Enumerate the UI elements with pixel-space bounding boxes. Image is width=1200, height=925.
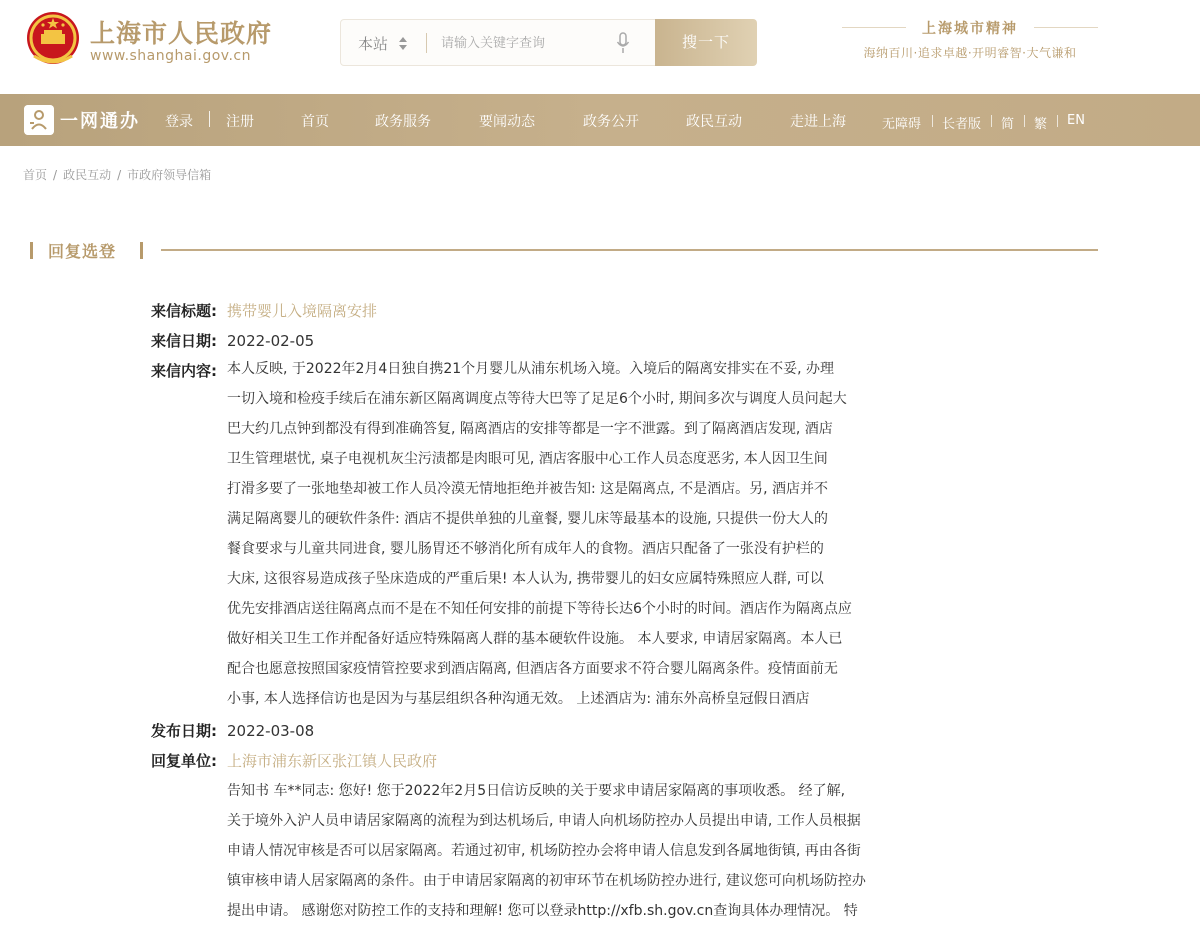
reply-content-line: 告知书 车**同志: 您好! 您于2022年2月5日信访反映的关于要求申请居家隔离的事项收悉。 经了解,	[227, 783, 846, 799]
traditional-chinese-link[interactable]: 繁	[1034, 117, 1048, 132]
nav-item-interaction[interactable]: 政民互动	[686, 114, 742, 130]
breadcrumb-separator: /	[117, 168, 122, 182]
letter-content-line: 配合也愿意按照国家疫情管控要求到酒店隔离, 但酒店各方面要求不符合婴儿隔离条件。疫情面前无	[227, 661, 838, 677]
letter-date-label: 来信日期:	[151, 332, 217, 350]
nav-item-news[interactable]: 要闻动态	[479, 114, 535, 130]
search-box	[340, 19, 656, 66]
letter-content-line: 做好相关卫生工作并配备好适应特殊隔离人群的基本硬软件设施。 本人要求, 申请居家隔离。本人已	[227, 631, 843, 647]
reply-content-body	[227, 776, 927, 925]
microphone-icon[interactable]	[615, 31, 631, 55]
tool-separator	[1057, 115, 1058, 127]
letter-content-line: 小事, 本人选择信访也是因为与基层组织各种沟通无效。 上述酒店为: 浦东外高桥皇冠假日酒店	[227, 691, 810, 707]
breadcrumb-interaction[interactable]: 政民互动	[63, 168, 112, 182]
letter-title-value: 携带婴儿入境隔离安排	[227, 302, 378, 320]
city-spirit-title	[842, 18, 1098, 38]
reply-content-line: 提出申请。 感谢您对防控工作的支持和理解! 您可以登录http://xfb.sh.gov.cn查询具体办理情况。 特	[227, 903, 858, 919]
reply-unit-label: 回复单位:	[151, 752, 217, 770]
nav-item-home[interactable]: 首页	[301, 114, 329, 130]
letter-content-line: 餐食要求与儿童共同进食, 婴儿肠胃还不够消化所有成年人的食物。酒店只配备了一张没有护栏的	[227, 541, 824, 557]
updown-arrow-icon[interactable]	[398, 32, 408, 54]
site-header	[0, 0, 1200, 94]
tool-separator	[1024, 115, 1025, 127]
search-button[interactable]: 搜一下	[655, 19, 757, 66]
nav-item-gov-open[interactable]: 政务公开	[583, 114, 639, 130]
site-name[interactable]: 上海市人民政府	[90, 19, 273, 48]
tool-separator	[991, 115, 992, 127]
letter-content-line: 满足隔离婴儿的硬软件条件: 酒店不提供单独的儿童餐, 婴儿床等最基本的设施, 只提供一份大人的	[227, 511, 828, 527]
letter-content-line: 打滑多要了一张地垫却被工作人员冷漠无情地拒绝并被告知: 这是隔离点, 不是酒店。另, 酒店并不	[227, 481, 828, 497]
letter-title-label: 来信标题:	[151, 302, 217, 320]
nav-item-gov-services[interactable]: 政务服务	[375, 114, 431, 130]
breadcrumb-separator: /	[53, 168, 58, 182]
letter-content-line: 卫生管理堪忧, 桌子电视机灰尘污渍都是肉眼可见, 酒店客服中心工作人员态度恶劣, 本人因卫生间	[227, 451, 828, 467]
letter-content-line: 优先安排酒店送往隔离点而不是在不知任何安排的前提下等待长达6个小时的时间。酒店作为隔离点应	[227, 601, 852, 617]
letter-content-label: 来信内容:	[151, 362, 217, 380]
letter-content-line: 大床, 这很容易造成孩子坠床造成的严重后果! 本人认为, 携带婴儿的妇女应属特殊照应人群, 可以	[227, 571, 824, 587]
spirit-line-right	[1034, 27, 1098, 28]
simplified-chinese-link[interactable]: 简	[1001, 117, 1015, 132]
tool-separator	[932, 115, 933, 127]
letter-date-value: 2022-02-05	[227, 332, 315, 350]
letter-content-body	[227, 354, 927, 714]
section-bar-right	[140, 242, 143, 259]
register-link[interactable]: 注册	[226, 114, 254, 130]
reply-content-line: 申请人情况审核是否可以居家隔离。若通过初审, 机场防控办会将申请人信息发到各属地街镇, 再由各街	[227, 843, 861, 859]
breadcrumb	[23, 166, 211, 183]
publish-date-value: 2022-03-08	[227, 722, 315, 740]
section-bar-left	[30, 242, 33, 259]
spirit-line-left	[842, 27, 906, 28]
search-scope-select[interactable]: 本站	[358, 35, 389, 53]
search-divider	[426, 33, 427, 53]
letter-content-line: 一切入境和检疫手续后在浦东新区隔离调度点等待大巴等了足足6个小时, 期间多次与调度人员问起大	[227, 391, 847, 407]
accessibility-link[interactable]: 无障碍	[882, 117, 922, 132]
section-divider-line	[161, 249, 1098, 251]
search-input[interactable]	[441, 32, 601, 54]
letter-content-line: 巴大约几点钟到都没有得到准确答复, 隔离酒店的安排等都是一字不泄露。到了隔离酒店发现, 酒店	[227, 421, 833, 437]
spirit-title-text: 上海城市精神	[922, 21, 1018, 37]
site-url[interactable]: www.shanghai.gov.cn	[90, 48, 251, 64]
reply-unit-value[interactable]: 上海市浦东新区张江镇人民政府	[227, 752, 438, 770]
section-heading	[30, 238, 1100, 264]
main-nav	[0, 94, 1200, 146]
breadcrumb-home[interactable]: 首页	[23, 168, 48, 182]
nav-item-about-shanghai[interactable]: 走进上海	[790, 114, 846, 130]
reply-content-line: 镇审核申请人居家隔离的条件。由于申请居家隔离的初审环节在机场防控办进行, 建议您可向机场防控办	[227, 873, 866, 889]
elder-mode-link[interactable]: 长者版	[942, 117, 982, 132]
breadcrumb-mailbox[interactable]: 市政府领导信箱	[127, 168, 212, 182]
letter-content-line: 本人反映, 于2022年2月4日独自携21个月婴儿从浦东机场入境。入境后的隔离安排实在不妥, 办理	[227, 361, 835, 377]
nav-separator	[209, 111, 210, 127]
publish-date-label: 发布日期:	[151, 722, 217, 740]
reply-content-line: 关于境外入沪人员申请居家隔离的流程为到达机场后, 申请人向机场防控办人员提出申请, 工作人员根据	[227, 813, 861, 829]
login-link[interactable]: 登录	[165, 114, 193, 130]
section-title: 回复选登	[48, 242, 117, 261]
yiwangtongban-logo-icon[interactable]	[24, 105, 54, 135]
national-emblem-icon[interactable]	[24, 10, 82, 68]
yiwangtongban-link[interactable]: 一网通办	[60, 111, 140, 132]
city-spirit-subtitle: 海纳百川·追求卓越·开明睿智·大气谦和	[863, 46, 1077, 60]
english-link[interactable]: EN	[1067, 113, 1085, 128]
city-spirit	[842, 18, 1098, 61]
